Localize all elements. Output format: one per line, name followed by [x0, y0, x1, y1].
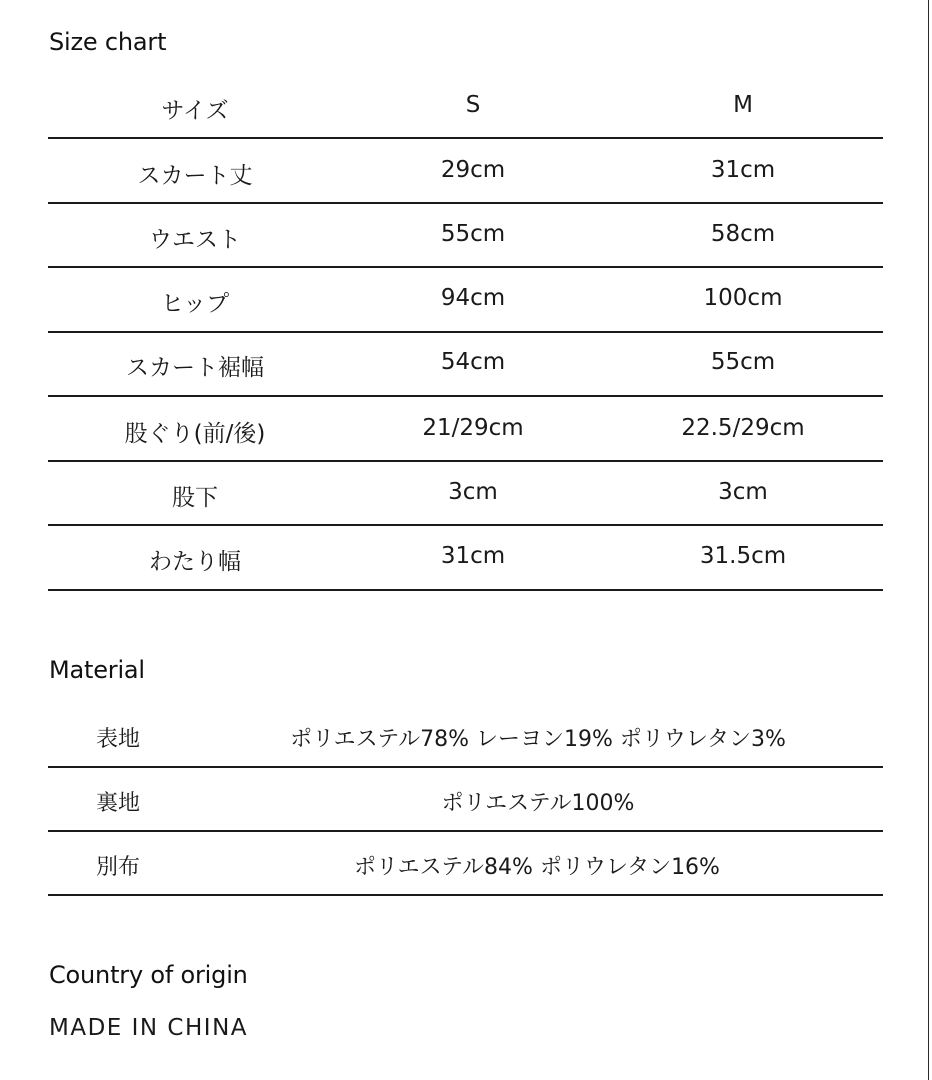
material-divider — [48, 766, 883, 768]
table-divider — [48, 460, 883, 462]
material-row-label: 裏地 — [96, 791, 141, 816]
size-header-s: S — [465, 92, 481, 118]
material-row-value: ポリエステル100% — [441, 791, 635, 816]
size-row-m-value: 55cm — [710, 349, 776, 375]
size-row-m-value: 100cm — [703, 285, 783, 311]
size-row-s-value: 54cm — [440, 349, 506, 375]
size-row-m-value: 31.5cm — [699, 543, 787, 569]
size-header-label: サイズ — [161, 98, 229, 124]
size-row-s-value: 29cm — [440, 157, 506, 183]
material-divider — [48, 894, 883, 896]
size-row-m-value: 3cm — [718, 479, 768, 505]
size-header-m: M — [733, 92, 753, 118]
material-row-value: ポリエステル84% ポリウレタン16% — [354, 855, 720, 880]
origin-value: MADE IN CHINA — [49, 1015, 249, 1041]
size-row-s-value: 21/29cm — [422, 415, 524, 441]
table-divider — [48, 137, 883, 139]
material-row-value: ポリエステル78% レーヨン19% ポリウレタン3% — [290, 727, 786, 752]
size-chart-title: Size chart — [49, 28, 167, 56]
size-row-m-value: 58cm — [710, 221, 776, 247]
size-row-label: 股ぐり(前/後) — [124, 421, 266, 447]
size-row-label: わたり幅 — [149, 549, 241, 575]
table-divider — [48, 395, 883, 397]
size-row-s-value: 31cm — [440, 543, 506, 569]
material-divider — [48, 830, 883, 832]
material-title: Material — [49, 656, 145, 684]
table-divider — [48, 589, 883, 591]
size-row-m-value: 22.5/29cm — [681, 415, 805, 441]
table-divider — [48, 524, 883, 526]
size-row-s-value: 55cm — [440, 221, 506, 247]
size-row-m-value: 31cm — [710, 157, 776, 183]
size-row-s-value: 94cm — [440, 285, 506, 311]
size-row-label: スカート丈 — [137, 163, 253, 189]
material-row-label: 表地 — [96, 727, 141, 752]
size-row-label: スカート裾幅 — [126, 355, 264, 381]
size-row-s-value: 3cm — [448, 479, 498, 505]
size-row-label: 股下 — [172, 485, 218, 511]
size-row-label: ヒップ — [160, 291, 230, 317]
size-row-label: ウエスト — [149, 227, 241, 253]
table-divider — [48, 202, 883, 204]
table-divider — [48, 266, 883, 268]
origin-title: Country of origin — [49, 961, 248, 989]
table-divider — [48, 331, 883, 333]
material-row-label: 別布 — [96, 855, 141, 880]
page-right-border — [928, 0, 929, 1080]
